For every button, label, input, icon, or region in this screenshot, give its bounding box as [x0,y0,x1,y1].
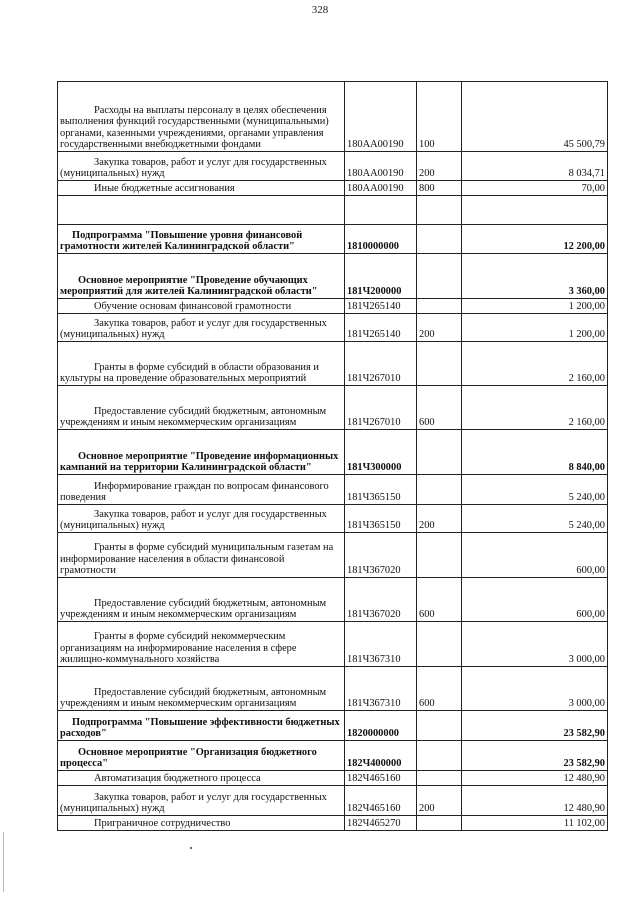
row-code: 181Ч367020 [345,578,417,622]
row-kvr: 200 [417,505,462,533]
row-code: 180АА00190 [345,82,417,152]
row-kvr: 200 [417,152,462,181]
row-name: Информирование граждан по вопросам финансового поведения [58,475,345,505]
row-code: 181Ч300000 [345,430,417,475]
scan-dot [190,847,192,849]
row-kvr [417,430,462,475]
row-kvr: 800 [417,181,462,196]
row-kvr [417,622,462,667]
row-sum: 600,00 [462,533,608,578]
row-code: 182Ч465270 [345,816,417,831]
row-sum: 23 582,90 [462,711,608,741]
row-name: Предоставление субсидий бюджетным, автономным учреждениям и иным некоммерческим организациям [58,667,345,711]
row-name: Основное мероприятие "Организация бюджетного процесса" [58,741,345,771]
row-code: 181Ч265140 [345,314,417,342]
row-sum: 3 000,00 [462,667,608,711]
row-sum: 1 200,00 [462,299,608,314]
row-kvr [417,533,462,578]
row-name: Приграничное сотрудничество [58,816,345,831]
table-row [58,786,608,816]
row-code: 181Ч367310 [345,667,417,711]
row-kvr [417,342,462,386]
row-code: 180АА00190 [345,181,417,196]
row-sum: 23 582,90 [462,741,608,771]
budget-table [57,81,608,831]
row-name: Основное мероприятие "Проведение обучающих мероприятий для жителей Калининградской области" [58,254,345,299]
row-code: 180АА00190 [345,152,417,181]
row-sum: 70,00 [462,181,608,196]
table-row [58,386,608,430]
row-kvr: 200 [417,314,462,342]
row-code [345,196,417,225]
row-name: Основное мероприятие "Проведение информационных кампаний на территории Калининградской области" [58,430,345,475]
row-kvr [417,475,462,505]
row-sum: 3 000,00 [462,622,608,667]
row-sum: 1 200,00 [462,314,608,342]
row-sum: 12 480,90 [462,786,608,816]
row-name: Подпрограмма "Повышение эффективности бюджетных расходов" [58,711,345,741]
row-sum: 45 500,79 [462,82,608,152]
table-row [58,181,608,196]
row-name: Расходы на выплаты персоналу в целях обеспечения выполнения функций государственными (муниципальными) органами, казенными учреждениями, органами управления государственными внебюджетными фондами [58,82,345,152]
table-row [58,505,608,533]
table-row [58,741,608,771]
spacer-row [58,196,608,225]
row-code: 1810000000 [345,225,417,254]
table-row [58,622,608,667]
table-row [58,152,608,181]
row-code: 182Ч465160 [345,771,417,786]
row-sum: 2 160,00 [462,386,608,430]
table-row [58,533,608,578]
row-code: 181Ч365150 [345,505,417,533]
row-sum: 600,00 [462,578,608,622]
table-row [58,711,608,741]
table-row [58,771,608,786]
row-kvr: 100 [417,82,462,152]
row-sum: 12 480,90 [462,771,608,786]
row-code: 181Ч200000 [345,254,417,299]
table-row [58,314,608,342]
row-kvr [417,741,462,771]
row-name: Закупка товаров, работ и услуг для государственных (муниципальных) нужд [58,505,345,533]
row-name: Обучение основам финансовой грамотности [58,299,345,314]
row-sum: 11 102,00 [462,816,608,831]
row-name: Предоставление субсидий бюджетным, автономным учреждениям и иным некоммерческим организациям [58,386,345,430]
row-sum: 3 360,00 [462,254,608,299]
row-code: 182Ч465160 [345,786,417,816]
row-sum: 8 840,00 [462,430,608,475]
row-name: Закупка товаров, работ и услуг для государственных (муниципальных) нужд [58,786,345,816]
page-number: 328 [311,4,329,16]
row-sum: 8 034,71 [462,152,608,181]
table-row [58,578,608,622]
row-code: 181Ч267010 [345,342,417,386]
table-row [58,816,608,831]
row-kvr [417,254,462,299]
row-sum [462,196,608,225]
row-kvr [417,771,462,786]
row-name: Подпрограмма "Повышение уровня финансовой грамотности жителей Калининградской области" [58,225,345,254]
row-kvr [417,299,462,314]
table-row [58,254,608,299]
row-code: 181Ч367020 [345,533,417,578]
row-name: Автоматизация бюджетного процесса [58,771,345,786]
table-row [58,82,608,152]
row-code: 181Ч365150 [345,475,417,505]
row-name [58,196,345,225]
table-row [58,299,608,314]
row-kvr [417,711,462,741]
row-kvr [417,225,462,254]
row-code: 1820000000 [345,711,417,741]
row-kvr [417,816,462,831]
row-kvr: 200 [417,786,462,816]
row-code: 182Ч400000 [345,741,417,771]
table-row [58,667,608,711]
row-kvr: 600 [417,578,462,622]
row-kvr [417,196,462,225]
row-name: Предоставление субсидий бюджетным, автономным учреждениям и иным некоммерческим организациям [58,578,345,622]
row-code: 181Ч265140 [345,299,417,314]
row-name: Гранты в форме субсидий некоммерческим организациям на информирование населения в сфере жилищно-коммунального хозяйства [58,622,345,667]
row-name: Закупка товаров, работ и услуг для государственных (муниципальных) нужд [58,152,345,181]
row-kvr: 600 [417,667,462,711]
row-sum: 5 240,00 [462,505,608,533]
row-code: 181Ч367310 [345,622,417,667]
table-row [58,430,608,475]
row-sum: 12 200,00 [462,225,608,254]
row-name: Гранты в форме субсидий муниципальным газетам на информирование населения в области финансовой грамотности [58,533,345,578]
table-row [58,342,608,386]
row-sum: 5 240,00 [462,475,608,505]
row-kvr: 600 [417,386,462,430]
row-name: Закупка товаров, работ и услуг для государственных (муниципальных) нужд [58,314,345,342]
row-code: 181Ч267010 [345,386,417,430]
table-row [58,225,608,254]
row-name: Гранты в форме субсидий в области образования и культуры на проведение образовательных мероприятий [58,342,345,386]
row-sum: 2 160,00 [462,342,608,386]
row-name: Иные бюджетные ассигнования [58,181,345,196]
table-row [58,475,608,505]
margin-mark [3,832,4,892]
